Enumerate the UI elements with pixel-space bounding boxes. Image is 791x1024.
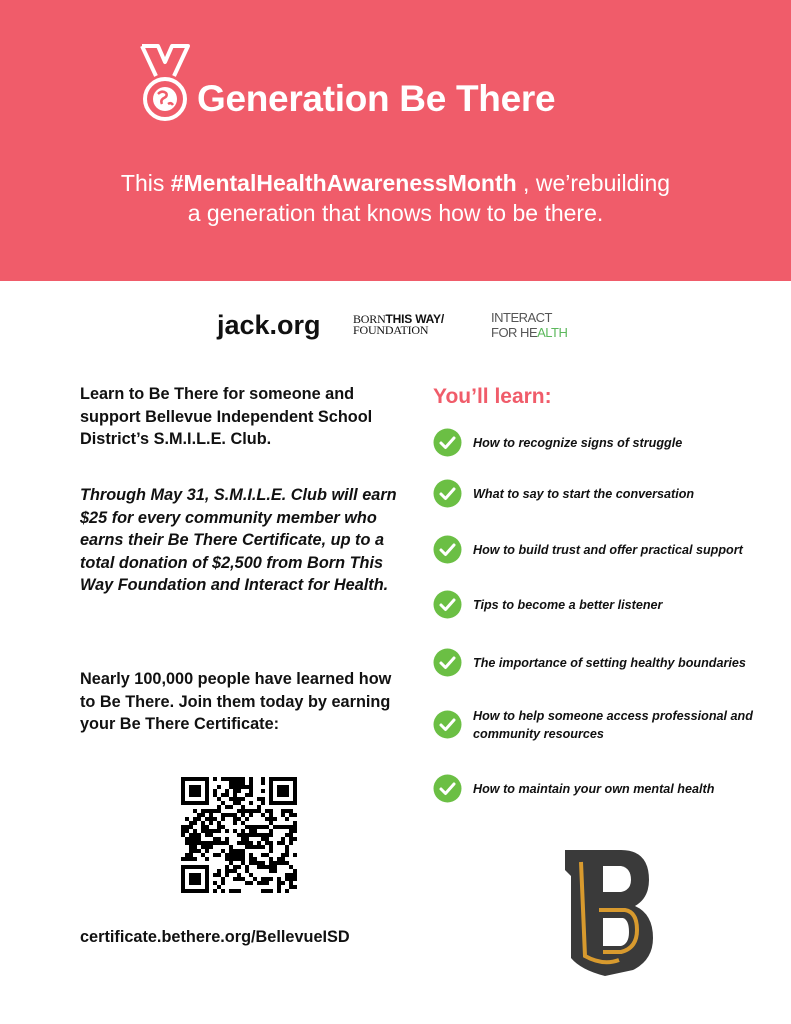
learn-heading: You’ll learn: <box>433 385 552 408</box>
learn-item-text: How to help someone access professional and community resources <box>473 709 753 741</box>
bellevue-b-logo <box>563 848 655 976</box>
join-paragraph: Nearly 100,000 people have learned how to Be There. Join them today by earning your Be There Certificate: <box>80 670 392 733</box>
check-circle-icon <box>433 710 462 739</box>
learn-item-text: How to maintain your own mental health <box>473 782 715 796</box>
learn-item-text: The importance of setting healthy boundaries <box>473 656 746 670</box>
page-title: Generation Be There <box>197 78 556 119</box>
learn-item <box>433 774 763 804</box>
learn-item <box>433 479 763 509</box>
qr-code-icon[interactable] <box>181 777 297 893</box>
check-circle-icon <box>433 428 462 457</box>
donation-paragraph: Through May 31, S.M.I.L.E. Club will earn $25 for every community member who earns their Be There Certificate, up to a total donation of $2,500 from Born This Way Foundation and Interact for Health. <box>80 486 397 594</box>
check-circle-icon <box>433 648 462 677</box>
check-circle-icon <box>433 479 462 508</box>
learn-item <box>433 710 763 740</box>
check-circle-icon <box>433 774 462 803</box>
learn-item-text: What to say to start the conversation <box>473 487 695 501</box>
jack-org-logo: jack.org <box>217 310 321 340</box>
hashtag: #MentalHealthAwarenessMonth <box>170 170 517 196</box>
learn-item-text: Tips to become a better listener <box>473 598 663 612</box>
header-banner <box>0 0 791 281</box>
learn-item-text: How to build trust and offer practical support <box>473 543 743 557</box>
intro-paragraph: Learn to Be There for someone and support Bellevue Independent School District’s S.M.I.L.E. Club. <box>80 385 373 448</box>
learn-item <box>433 428 763 458</box>
partner-logos <box>0 300 791 350</box>
learn-item <box>433 590 763 620</box>
born-this-way-logo: BORNTHIS WAY/ FOUNDATION <box>353 312 444 337</box>
learn-item <box>433 535 763 565</box>
learn-item-text: How to recognize signs of struggle <box>473 436 683 450</box>
medal-globe-icon <box>136 44 194 122</box>
check-circle-icon <box>433 590 462 619</box>
learn-item <box>433 648 763 678</box>
certificate-link[interactable]: certificate.bethere.org/BellevueISD <box>80 928 350 946</box>
check-circle-icon <box>433 535 462 564</box>
interact-for-health-logo: INTERACT FOR HEALTH <box>491 310 568 340</box>
tagline: This #MentalHealthAwarenessMonth , we’rebuilding a generation that knows how to be there. <box>120 170 671 226</box>
